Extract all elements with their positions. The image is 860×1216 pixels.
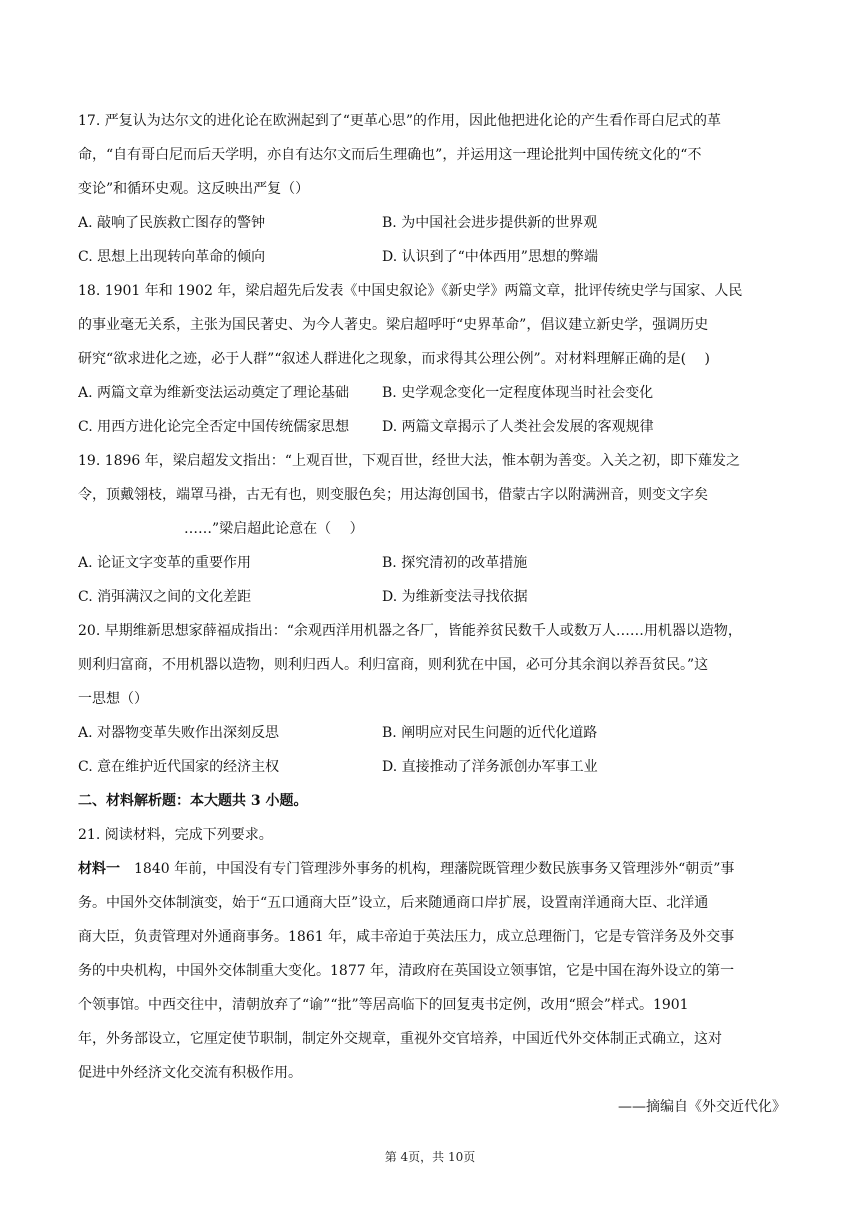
option-b: B. 为中国社会进步提供新的世界观	[382, 215, 598, 231]
material-1	[78, 852, 786, 1124]
question-text-line: 一思想（）	[78, 691, 148, 707]
page-content	[78, 104, 786, 1124]
material-source: ——摘编自《外交近代化》	[618, 1099, 786, 1115]
question-21-intro: 21. 阅读材料，完成下列要求。	[78, 827, 273, 843]
material-line: 促进中外经济文化交流有积极作用。	[78, 1065, 302, 1081]
question-17	[78, 104, 786, 274]
option-c: C. 意在维护近代国家的经济主权	[78, 759, 280, 775]
option-c: C. 思想上出现转向革命的倾向	[78, 249, 266, 265]
question-text-line: 20. 早期维新思想家薛福成指出：“余观西洋用机器之各厂，皆能养贫民数千人或数万人……用机器以造物，	[78, 623, 742, 639]
question-text-line: 19. 1896 年，梁启超发文指出：“上观百世，下观百世，经世大法，惟本朝为善变。入关之初，即下薙发之	[78, 453, 740, 469]
option-a: A. 对器物变革失败作出深刻反思	[78, 725, 280, 741]
options	[78, 716, 786, 784]
question-18	[78, 274, 786, 444]
question-text-line: ……”梁启超此论意在（ ）	[184, 521, 364, 537]
option-c: C. 消弭满汉之间的文化差距	[78, 589, 252, 605]
material-line	[78, 852, 786, 886]
question-19	[78, 444, 786, 614]
question-text-line: 17. 严复认为达尔文的进化论在欧洲起到了“更革心思”的作用，因此他把进化论的产生看作哥白尼式的革	[78, 113, 722, 129]
material-line: 务的中央机构，中国外交体制重大变化。1877 年，清政府在英国设立领事馆，它是中国在海外设立的第一	[78, 963, 735, 979]
options	[78, 206, 786, 274]
question-text-line: 令，顶戴翎枝，端罩马褂，古无有也，则变服色矣；用达海创国书，借蒙古字以附满洲音，则变文字矣	[78, 487, 708, 503]
material-line: 个领事馆。中西交往中，清朝放弃了“谕”“批”等居高临下的回复夷书定例，改用“照会”样式。1901	[78, 997, 689, 1013]
option-b: B. 探究清初的改革措施	[382, 555, 528, 571]
option-b: B. 史学观念变化一定程度体现当时社会变化	[382, 385, 654, 401]
question-text-line: 变论”和循环史观。这反映出严复（）	[78, 181, 310, 197]
option-a: A. 敲响了民族救亡图存的警钟	[78, 215, 266, 231]
options	[78, 546, 786, 614]
option-b: B. 阐明应对民生问题的近代化道路	[382, 725, 598, 741]
options	[78, 376, 786, 444]
material-line: 年，外务部设立，它厘定使节职制，制定外交规章，重视外交官培养，中国近代外交体制正式确立，这对	[78, 1031, 722, 1047]
option-d: D. 两篇文章揭示了人类社会发展的客观规律	[382, 419, 654, 435]
section-heading: 二、材料解析题：本大题共 3 小题。	[78, 793, 308, 809]
question-text-line: 18. 1901 年和 1902 年，梁启超先后发表《中国史叙论》《新史学》两篇文章，批评传统史学与国家、人民	[78, 283, 743, 299]
question-text-line: 则利归富商，不用机器以造物，则利归西人。利归富商，则利犹在中国，必可分其余润以养吾贫民。”这	[78, 657, 709, 673]
option-c: C. 用西方进化论完全否定中国传统儒家思想	[78, 419, 350, 435]
option-d: D. 认识到了“中体西用”思想的弊端	[382, 249, 598, 265]
material-label: 材料一	[78, 861, 120, 877]
page-footer: 第 4页，共 10页	[384, 1150, 476, 1164]
material-line: 务。中国外交体制演变，始于“五口通商大臣”设立，后来随通商口岸扩展，设置南洋通商大臣、北洋通	[78, 895, 709, 911]
question-20	[78, 614, 786, 784]
question-text-line: 的事业毫无关系，主张为国民著史、为今人著史。梁启超呼吁“史界革命”，倡议建立新史学，强调历史	[78, 317, 709, 333]
option-d: D. 为维新变法寻找依据	[382, 589, 528, 605]
material-line: 商大臣，负责管理对外通商事务。1861 年，咸丰帝迫于英法压力，成立总理衙门，它是专管洋务及外交事	[78, 929, 735, 945]
option-a: A. 两篇文章为维新变法运动奠定了理论基础	[78, 385, 350, 401]
question-text-line: 研究“欲求进化之迹，必于人群”“叙述人群进化之现象，而求得其公理公例”。对材料理解正确的是( )	[78, 351, 711, 367]
option-a: A. 论证文字变革的重要作用	[78, 555, 252, 571]
material-text: 1840 年前，中国没有专门管理涉外事务的机构，理藩院既管理少数民族事务又管理涉外“朝贡”事	[120, 861, 735, 877]
option-d: D. 直接推动了洋务派创办军事工业	[382, 759, 598, 775]
question-text-line: 命，“自有哥白尼而后天学明，亦自有达尔文而后生理确也”，并运用这一理论批判中国传统文化的“不	[78, 147, 702, 163]
